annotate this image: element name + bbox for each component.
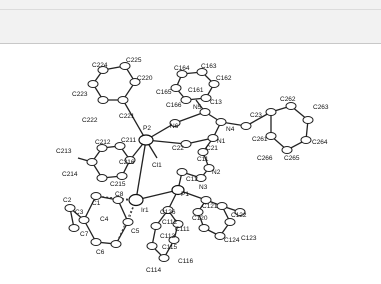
atom-label: C165 bbox=[156, 89, 172, 96]
atom-label: N5 bbox=[193, 104, 202, 111]
ortep-structure-diagram bbox=[0, 44, 381, 284]
atom-label: C116 bbox=[178, 258, 194, 265]
atom-label: C266 bbox=[257, 155, 273, 162]
atom-label: C212 bbox=[95, 139, 111, 146]
atom-label: C3 bbox=[75, 209, 84, 216]
atom-label: N4 bbox=[226, 126, 235, 133]
atom-label: C223 bbox=[72, 91, 88, 98]
atom-label: C264 bbox=[312, 139, 328, 146]
header-rule bbox=[0, 9, 381, 10]
atom-label: C224 bbox=[92, 62, 108, 69]
atom-label: C115 bbox=[162, 244, 178, 251]
atom-label: N1 bbox=[217, 138, 226, 145]
header-band bbox=[0, 0, 381, 44]
atom-label: C12 bbox=[186, 176, 198, 183]
atom-label: C2 bbox=[63, 197, 72, 204]
atom-label: C23 bbox=[250, 112, 262, 119]
atom-label: C221 bbox=[119, 113, 135, 120]
atom-label: C21 bbox=[206, 145, 218, 152]
atom-label: C122 bbox=[231, 212, 247, 219]
atom-label: Cl1 bbox=[152, 162, 162, 169]
atom-label: C215 bbox=[110, 181, 126, 188]
atom-label: C6 bbox=[96, 249, 105, 256]
atom-label: C164 bbox=[174, 65, 190, 72]
atom-label: Ir1 bbox=[141, 207, 149, 214]
atom-label: C120 bbox=[192, 215, 208, 222]
atom-label: C262 bbox=[280, 96, 296, 103]
atom-label: C225 bbox=[126, 57, 142, 64]
atom-label: C111 bbox=[175, 226, 190, 233]
atom-label: N6 bbox=[170, 123, 179, 130]
atom-label: C121 bbox=[202, 203, 218, 210]
atom-label: C7 bbox=[80, 231, 89, 238]
atom-label: P1 bbox=[181, 191, 189, 198]
atom-label: C22 bbox=[172, 145, 184, 152]
atom-label: C216 bbox=[119, 159, 135, 166]
atom-label: C11 bbox=[197, 156, 209, 163]
phenyl-ring-c26x bbox=[246, 103, 313, 154]
atom-label: C263 bbox=[313, 104, 329, 111]
atom-label: C13 bbox=[210, 99, 222, 106]
atom-label: C261 bbox=[252, 136, 268, 143]
atom-label: C265 bbox=[284, 155, 300, 162]
atom-label: C124 bbox=[224, 237, 240, 244]
atom-label: C5 bbox=[131, 228, 140, 235]
atom-label: C213 bbox=[56, 148, 72, 155]
atom-label: C114 bbox=[146, 267, 162, 274]
atom-label: N3 bbox=[199, 184, 208, 191]
atom-label: N2 bbox=[212, 169, 221, 176]
atom-label: C163 bbox=[201, 63, 217, 70]
backbone-bonds bbox=[130, 109, 251, 201]
atom-label: C126 bbox=[160, 209, 176, 216]
atom-label: C214 bbox=[62, 171, 78, 178]
atom-label: P2 bbox=[143, 125, 151, 132]
atom-label: C4 bbox=[100, 216, 109, 223]
atom-label: C222 bbox=[82, 117, 98, 124]
atom-label: C211 bbox=[121, 137, 137, 144]
atom-label: C8 bbox=[115, 191, 124, 198]
atom-label: C166 bbox=[166, 102, 182, 109]
atom-label: C161 bbox=[188, 87, 204, 94]
atom-label: C162 bbox=[216, 75, 232, 82]
atom-label: C113 bbox=[160, 233, 176, 240]
atom-label: C112 bbox=[162, 219, 178, 226]
atom-label: C123 bbox=[241, 235, 257, 242]
atom-label: C1 bbox=[92, 200, 101, 207]
atom-label: C220 bbox=[137, 75, 153, 82]
